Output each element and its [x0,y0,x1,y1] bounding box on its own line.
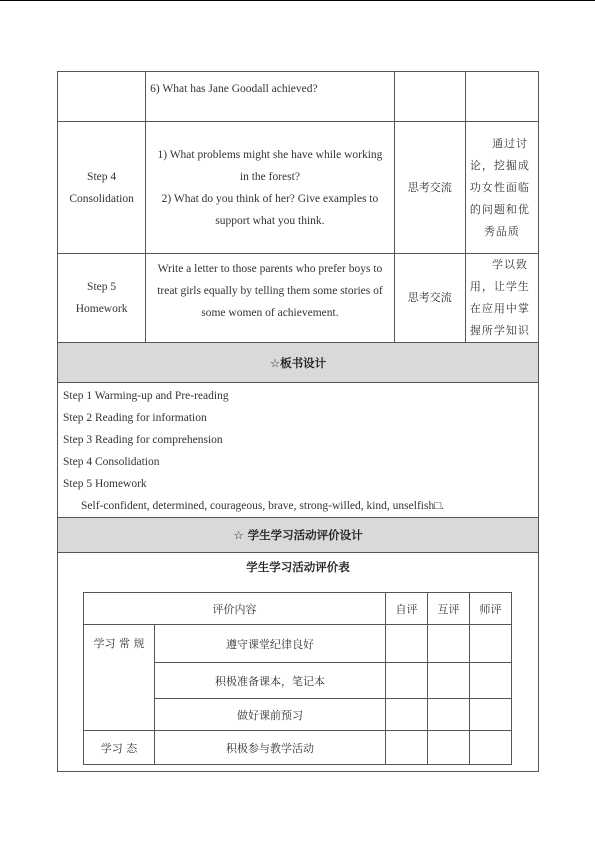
step-name: Homework [75,303,128,315]
content-cell [146,72,395,122]
content-cell [146,122,395,254]
content-text: 6) What has Jane Goodall achieved? [150,83,318,95]
board-line: Step 3 Reading for comprehension [63,434,223,446]
score-cell[interactable] [428,699,470,731]
method-cell [394,254,465,343]
purpose-line: 学以致 [492,258,528,271]
content-line: 2) What do you think of her? Give examples to [161,192,379,205]
content-line: in the forest? [239,170,300,183]
board-line: Step 4 Consolidation [63,456,160,468]
method-text: 思考交流 [407,291,452,304]
content-line: 1) What problems might she have while working [157,148,383,161]
header-self: 自评 [386,593,428,625]
score-cell[interactable] [470,699,512,731]
evaluation-header [58,518,539,553]
score-cell[interactable] [386,663,428,699]
score-cell[interactable] [428,625,470,663]
purpose-line: 用，让学生 [469,280,530,293]
content-line: Write a letter to those parents who prefer boys to [157,263,383,275]
board-design-header [58,343,539,383]
evaluation-table [83,592,512,765]
board-line: Step 5 Homework [63,478,147,490]
score-cell[interactable] [428,663,470,699]
purpose-line: 的问题和优 [469,202,530,216]
table-row [58,72,539,122]
lesson-plan-table [57,71,539,772]
step-name: Consolidation [69,192,134,205]
eval-item: 积极准备课本，笔记本 [155,663,386,699]
content-line: treat girls equally by telling them some stories of [157,285,383,297]
header-content: 评价内容 [84,593,386,625]
board-design-title: ☆板书设计 [269,355,327,370]
evaluation-content [58,553,539,772]
purpose-line: 在应用中掌 [469,302,530,315]
score-cell[interactable] [386,731,428,765]
table-row [58,254,539,343]
method-cell [394,122,465,254]
score-cell[interactable] [470,663,512,699]
header-teacher: 师评 [470,593,512,625]
purpose-cell [465,122,538,254]
group-routine: 学习 常 规 [84,625,155,731]
step-label: Step 5 [87,281,117,293]
step-cell [58,254,146,343]
purpose-line: 握所学知识 [469,324,530,337]
board-summary: Self-confident, determined, courageous, brave, strong-willed, kind, unselfish□. [81,500,445,512]
evaluation-table-title: 学生学习活动评价表 [246,560,350,574]
purpose-line: 通过讨 [492,136,528,150]
page-top-rule [0,0,595,1]
content-line: some women of achievement. [201,307,339,319]
table-row [58,518,539,553]
score-cell[interactable] [428,731,470,765]
step-label: Step 4 [87,170,117,183]
content-line: support what you think. [215,214,325,227]
step-cell [58,122,146,254]
evaluation-title: ☆ 学生学习活动评价设计 [233,528,363,542]
step-cell [58,72,146,122]
table-row [84,625,512,663]
purpose-cell [465,254,538,343]
eval-item: 遵守课堂纪律良好 [155,625,386,663]
eval-item: 积极参与教学活动 [155,731,386,765]
table-row [58,122,539,254]
group-attitude: 学习 态 [84,731,155,765]
table-row [58,383,539,518]
table-row [84,593,512,625]
header-peer: 互评 [428,593,470,625]
content-cell [146,254,395,343]
purpose-cell [465,72,538,122]
purpose-line: 论，挖掘成 [469,158,530,172]
purpose-line: 功女性面临 [469,180,530,194]
score-cell[interactable] [386,625,428,663]
table-row [58,553,539,772]
purpose-line: 秀品质 [483,224,520,238]
board-design-content [58,383,539,518]
board-line: Step 1 Warming-up and Pre-reading [63,390,229,402]
eval-item: 做好课前预习 [155,699,386,731]
method-cell [394,72,465,122]
score-cell[interactable] [470,731,512,765]
board-line: Step 2 Reading for information [63,412,207,424]
table-row [84,731,512,765]
table-row [58,343,539,383]
score-cell[interactable] [470,625,512,663]
method-text: 思考交流 [407,180,452,194]
score-cell[interactable] [386,699,428,731]
